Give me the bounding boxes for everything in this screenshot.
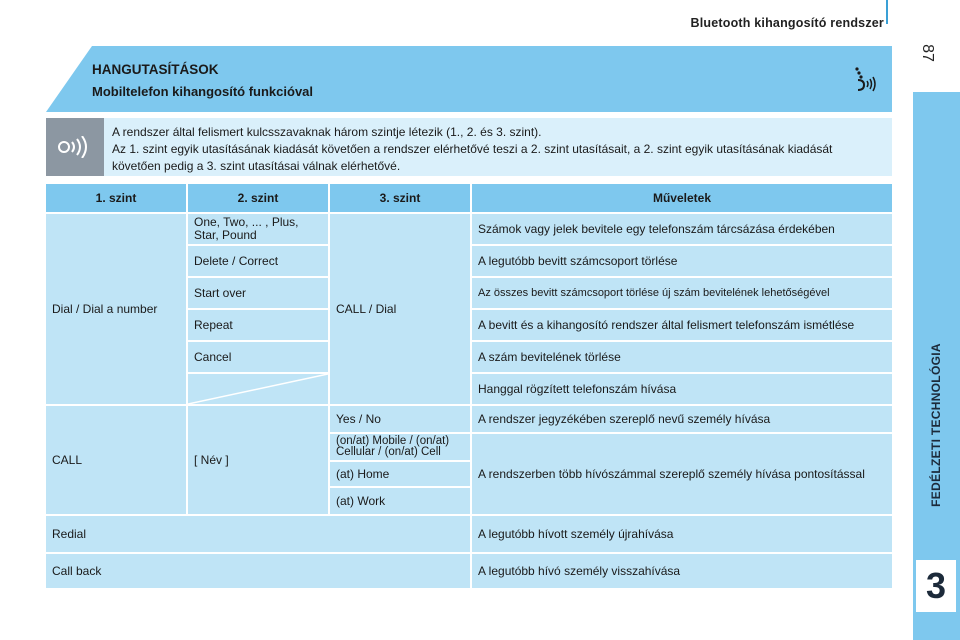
start-over-command: Start over (188, 278, 330, 310)
start-over-action: Az összes bevitt számcsoport törlése új szám bevitelének lehetőségével (472, 278, 892, 310)
dial-numbers-action: Számok vagy jelek bevitele egy telefonszám tárcsázása érdekében (472, 214, 892, 246)
header-rule (886, 0, 888, 24)
mobile-command: (on/at) Mobile / (on/at) Cellular / (on/at) Cell (330, 434, 472, 462)
callback-action: A legutóbb hívó személy visszahívása (472, 554, 892, 590)
repeat-command: Repeat (188, 310, 330, 342)
dial-level-3: CALL / Dial (330, 214, 472, 406)
voice-commands-table (46, 184, 892, 590)
chapter-title-text: FEDÉLZETI TECHNOLÓGIA (929, 343, 944, 507)
section-subtitle: Mobiltelefon kihangosító funkcióval (92, 84, 314, 99)
call-level-1: CALL (46, 406, 188, 516)
voice-command-icon (852, 66, 878, 94)
table-row (46, 516, 892, 554)
home-command: (at) Home (330, 462, 472, 488)
diagonal-line (188, 374, 328, 404)
chapter-number-box (916, 560, 956, 612)
intro-line-1: A rendszer által felismert kulcsszavaknak három szintje létezik (1., 2. és 3. szint). (112, 125, 542, 139)
redial-action: A legutóbb hívott személy újrahívása (472, 516, 892, 554)
dial-level-1: Dial / Dial a number (46, 214, 188, 406)
delete-action: A legutóbb bevitt számcsoport törlése (472, 246, 892, 278)
table-header-row (46, 184, 892, 214)
section-title: HANGUTASÍTÁSOK (92, 62, 219, 77)
empty-command-cell (188, 374, 330, 406)
work-command: (at) Work (330, 488, 472, 516)
cancel-action: A szám bevitelének törlése (472, 342, 892, 374)
header-level-1: 1. szint (46, 184, 188, 214)
call-level-2: [ Név ] (188, 406, 330, 516)
intro-text (112, 124, 884, 175)
table-row (46, 554, 892, 590)
intro-line-2: Az 1. szint egyik utasításának kiadását követően a rendszer elérhetővé teszi a 2. szint utasításait, a 2. szint egyik utasításának kiadását követően pedig a 3. szint utasításai válnak elérhetővé. (112, 142, 833, 173)
delete-command: Delete / Correct (188, 246, 330, 278)
table-row (46, 406, 892, 434)
multi-number-action: A rendszerben több hívószámmal szereplő személy hívása pontosítással (472, 434, 892, 516)
intro-icon-box (46, 118, 104, 176)
speaker-sound-icon (58, 136, 92, 158)
running-title: Bluetooth kihangosító rendszer (690, 16, 884, 30)
repeat-action: A bevitt és a kihangosító rendszer által felismert telefonszám ismétlése (472, 310, 892, 342)
table-row (46, 214, 892, 246)
header-level-3: 3. szint (330, 184, 472, 214)
voice-number-action: Hanggal rögzített telefonszám hívása (472, 374, 892, 406)
dial-numbers-command: One, Two, ... , Plus, Star, Pound (188, 214, 330, 246)
page-number: 87 (919, 44, 936, 62)
yes-no-action: A rendszer jegyzékében szereplő nevű személy hívása (472, 406, 892, 434)
header-actions: Műveletek (472, 184, 892, 214)
redial-command: Redial (46, 516, 472, 554)
cancel-command: Cancel (188, 342, 330, 374)
banner-corner-cut (46, 46, 92, 112)
chapter-title (915, 300, 957, 550)
chapter-number: 3 (925, 565, 947, 606)
yes-no-command: Yes / No (330, 406, 472, 434)
callback-command: Call back (46, 554, 472, 590)
header-level-2: 2. szint (188, 184, 330, 214)
section-banner (46, 46, 892, 112)
